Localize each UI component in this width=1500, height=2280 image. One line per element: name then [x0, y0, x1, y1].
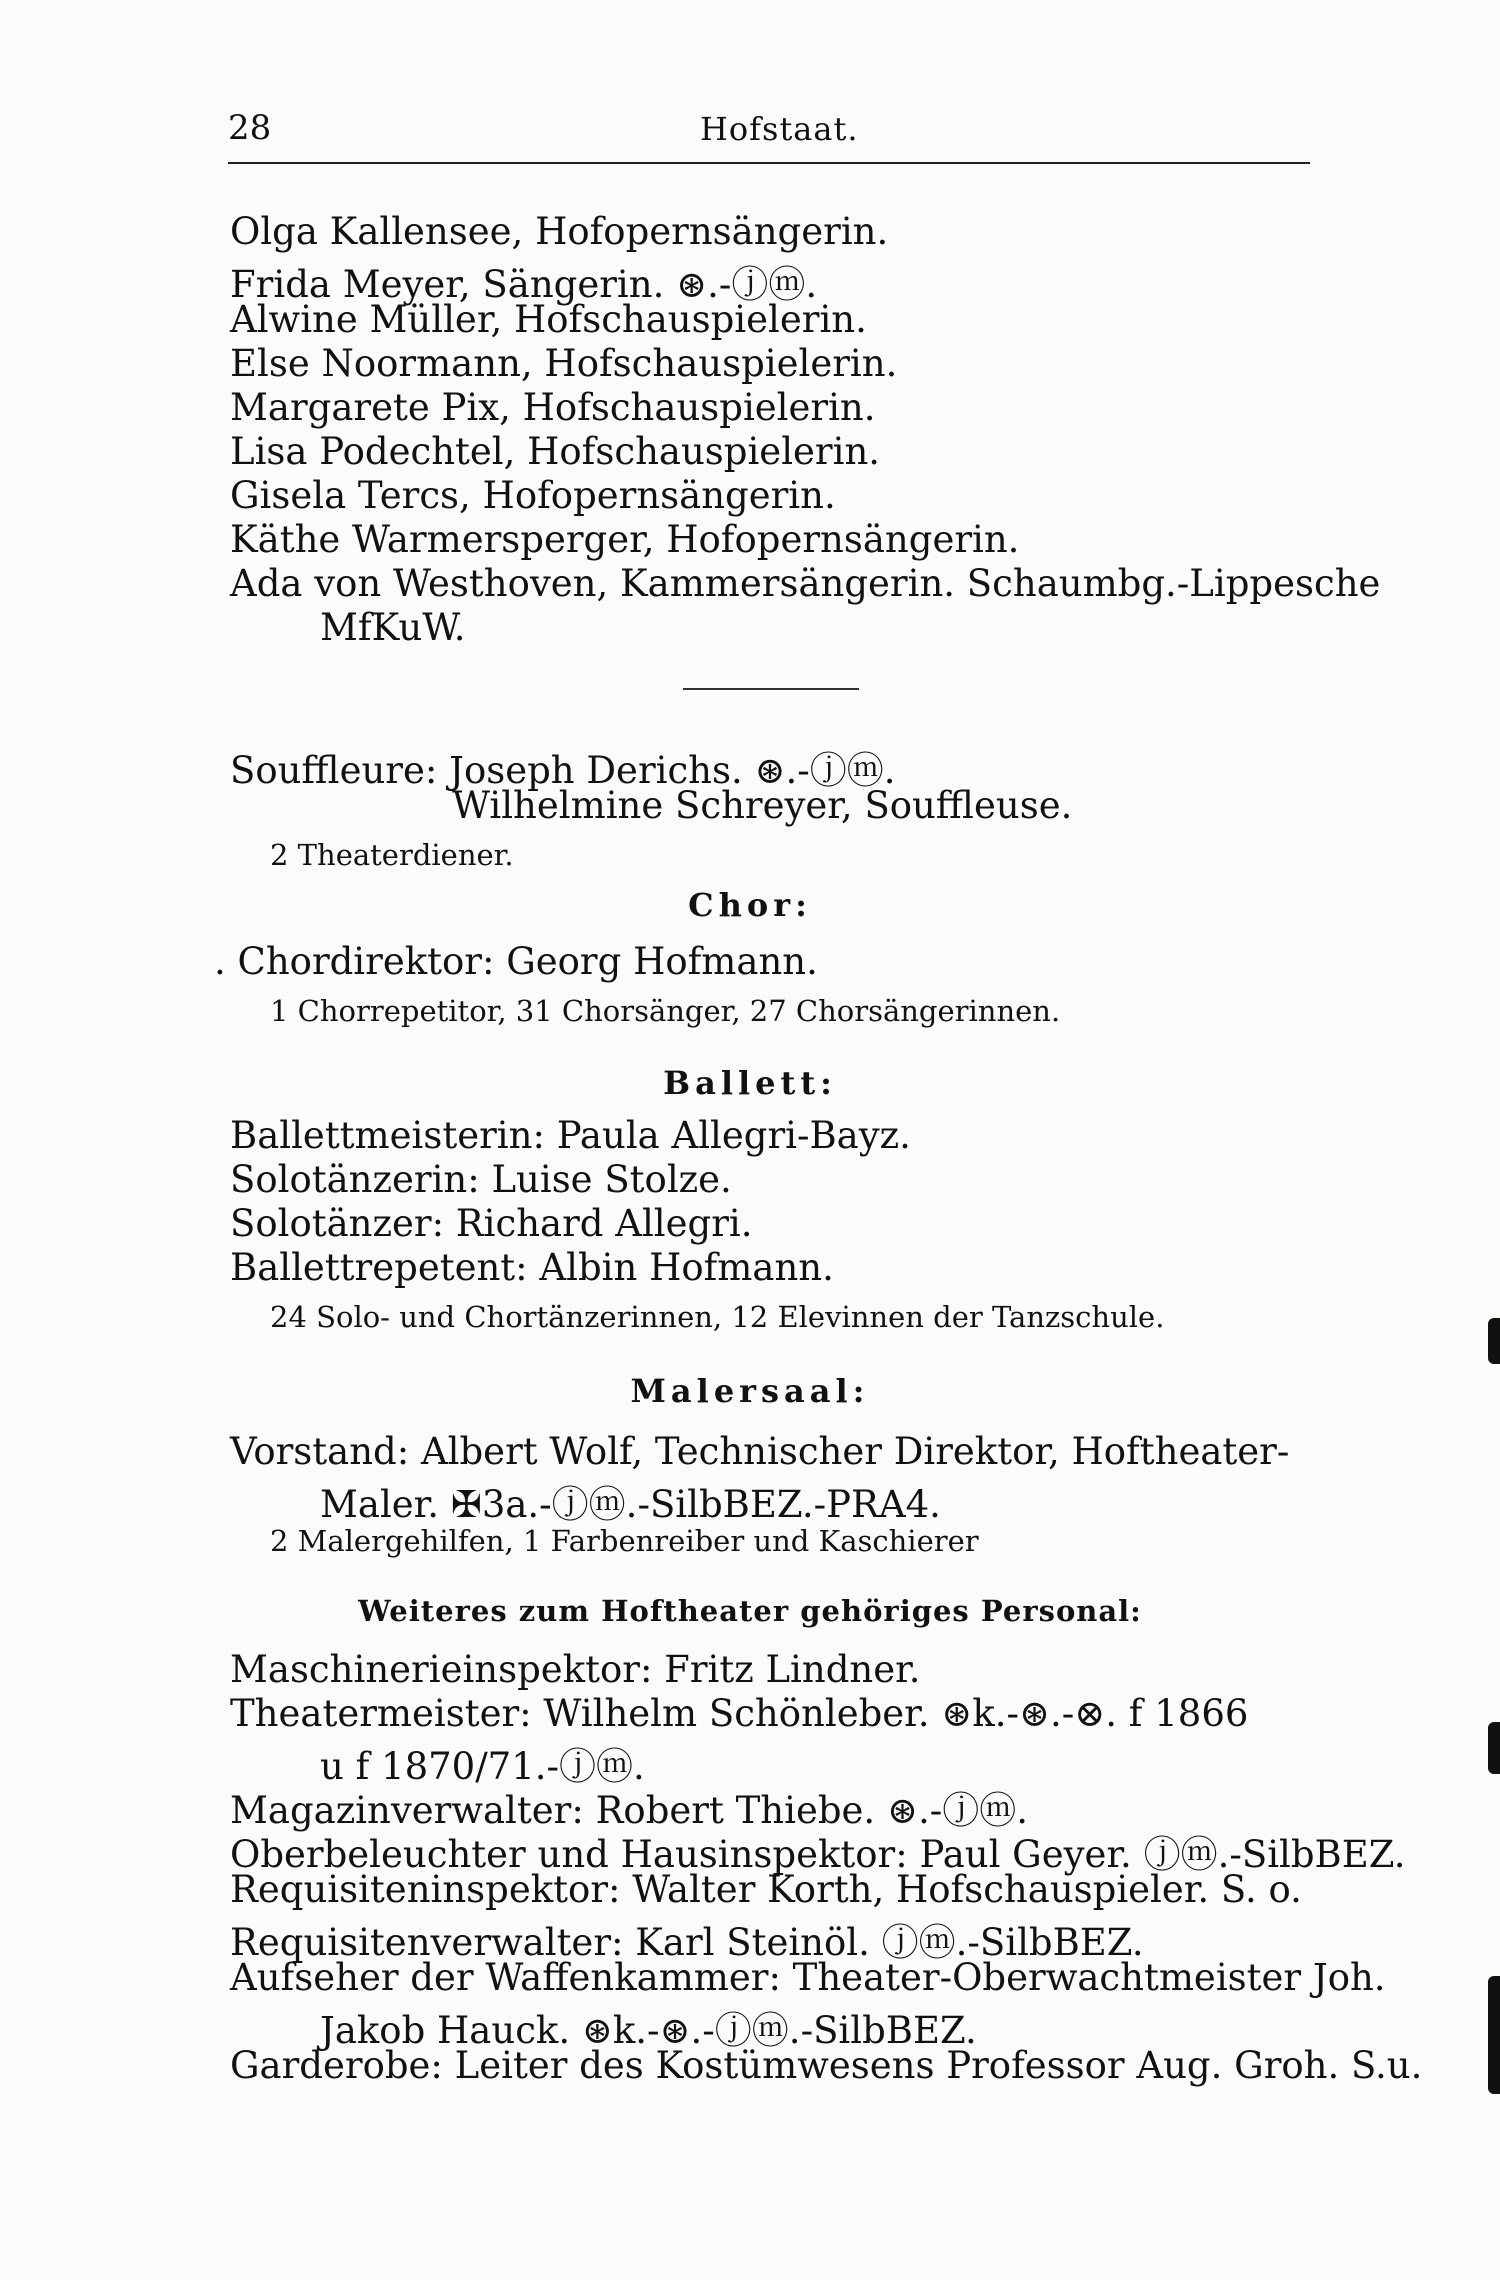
personal-line: Magazinverwalter: Robert Thiebe. ⊛.-ⓙⓜ.: [230, 1789, 1028, 1832]
ballett-line: Ballettrepetent: Albin Hofmann.: [230, 1246, 834, 1289]
entry-line: MfKuW.: [320, 606, 466, 649]
ballett-line: Ballettmeisterin: Paula Allegri-Bayz.: [230, 1114, 911, 1157]
entry-line: Alwine Müller, Hofschauspielerin.: [230, 298, 867, 341]
entry-line: Frida Meyer, Sängerin. ⊛.-ⓙⓜ.: [230, 263, 818, 306]
section-heading-malersaal: Malersaal:: [630, 1372, 870, 1410]
staff-note: 2 Theaterdiener.: [270, 838, 514, 872]
scan-edge-mark: [1488, 1976, 1500, 2094]
section-heading-chor: Chor:: [688, 886, 812, 924]
staff-note: 24 Solo- und Chortänzerinnen, 12 Elevinnen der Tanzschule.: [270, 1300, 1165, 1334]
ballett-line: Solotänzerin: Luise Stolze.: [230, 1158, 732, 1201]
malersaal-line: Vorstand: Albert Wolf, Technischer Direktor, Hoftheater-: [230, 1430, 1290, 1473]
page-number: 28: [228, 108, 272, 148]
running-title: Hofstaat.: [700, 110, 859, 148]
entry-line: Olga Kallensee, Hofopernsängerin.: [230, 210, 889, 253]
header-rule: [228, 162, 1310, 164]
section-heading-ballett: Ballett:: [663, 1064, 837, 1102]
personal-line: Oberbeleuchter und Hausinspektor: Paul Geyer. ⓙⓜ.-SilbBEZ.: [230, 1833, 1406, 1876]
malersaal-line: Maler. ✠3a.-ⓙⓜ.-SilbBEZ.-PRA4.: [320, 1483, 941, 1526]
personal-line: Theatermeister: Wilhelm Schönleber. ⊛k.-⊛.-⊗. f 1866: [230, 1692, 1249, 1735]
section-divider: [683, 688, 859, 690]
section-heading-personal: Weiteres zum Hoftheater gehöriges Personal:: [358, 1594, 1142, 1628]
ballett-line: Solotänzer: Richard Allegri.: [230, 1202, 753, 1245]
entry-line: Lisa Podechtel, Hofschauspielerin.: [230, 430, 881, 473]
chor-director: . Chordirektor: Georg Hofmann.: [214, 940, 818, 983]
personal-line: Aufseher der Waffenkammer: Theater-Oberwachtmeister Joh.: [230, 1956, 1386, 1999]
personal-line: Garderobe: Leiter des Kostümwesens Professor Aug. Groh. S.u.: [230, 2044, 1423, 2087]
entry-line: Ada von Westhoven, Kammersängerin. Schaumbg.-Lippesche: [230, 562, 1381, 605]
personal-line: u f 1870/71.-ⓙⓜ.: [320, 1745, 645, 1788]
personal-line: Requisiteninspektor: Walter Korth, Hofschauspieler. S. o.: [230, 1868, 1302, 1911]
entry-line: Gisela Tercs, Hofopernsängerin.: [230, 474, 836, 517]
staff-note: 2 Malergehilfen, 1 Farbenreiber und Kaschierer: [270, 1524, 979, 1558]
entry-line: Else Noormann, Hofschauspielerin.: [230, 342, 898, 385]
scan-edge-mark: [1488, 1318, 1500, 1364]
scan-edge-mark: [1488, 1722, 1500, 1774]
personal-line: Maschinerieinspektor: Fritz Lindner.: [230, 1648, 921, 1691]
personal-line: Requisitenverwalter: Karl Steinöl. ⓙⓜ.-SilbBEZ.: [230, 1921, 1144, 1964]
souffleure-line: Souffleure: Joseph Derichs. ⊛.-ⓙⓜ.: [230, 749, 896, 792]
personal-line: Jakob Hauck. ⊛k.-⊛.-ⓙⓜ.-SilbBEZ.: [320, 2009, 977, 2052]
souffleure-line: Wilhelmine Schreyer, Souffleuse.: [452, 784, 1073, 827]
staff-note: 1 Chorrepetitor, 31 Chorsänger, 27 Chorsängerinnen.: [270, 994, 1061, 1028]
entry-line: Käthe Warmersperger, Hofopernsängerin.: [230, 518, 1020, 561]
entry-line: Margarete Pix, Hofschauspielerin.: [230, 386, 876, 429]
